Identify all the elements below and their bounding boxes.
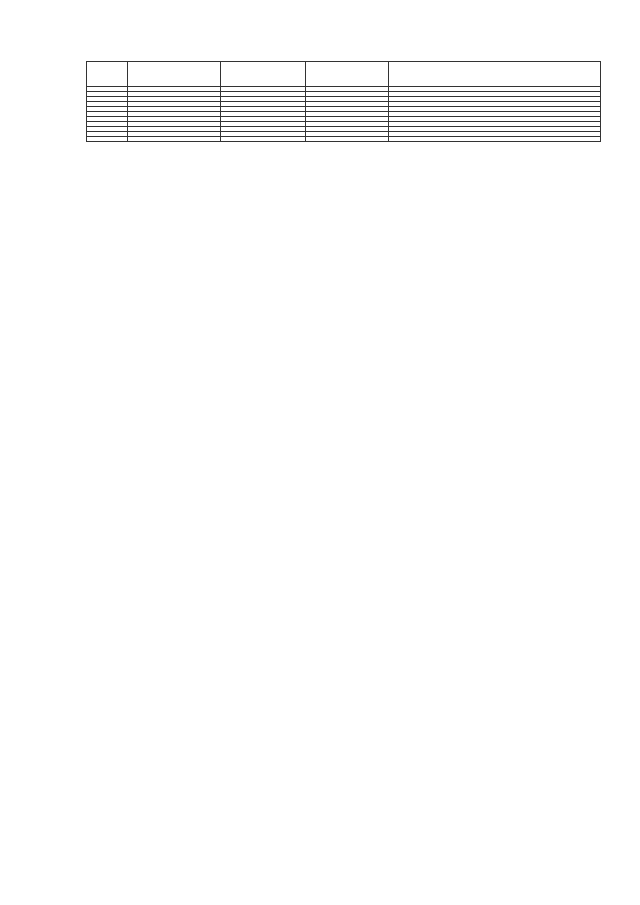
table-body [87,87,601,142]
header-col-1 [87,62,128,87]
boundary-points-table [86,61,601,142]
point-id [128,137,221,142]
header-col-4 [306,62,389,87]
header-col-2 [128,62,221,87]
row-number [87,137,128,142]
table-header [87,62,601,87]
header-col-3 [221,62,306,87]
coordinate-y [306,137,389,142]
table-row [87,137,601,142]
header-col-5 [389,62,601,87]
boundary-description [389,137,601,142]
header-row [87,62,601,87]
coordinate-x [221,137,306,142]
